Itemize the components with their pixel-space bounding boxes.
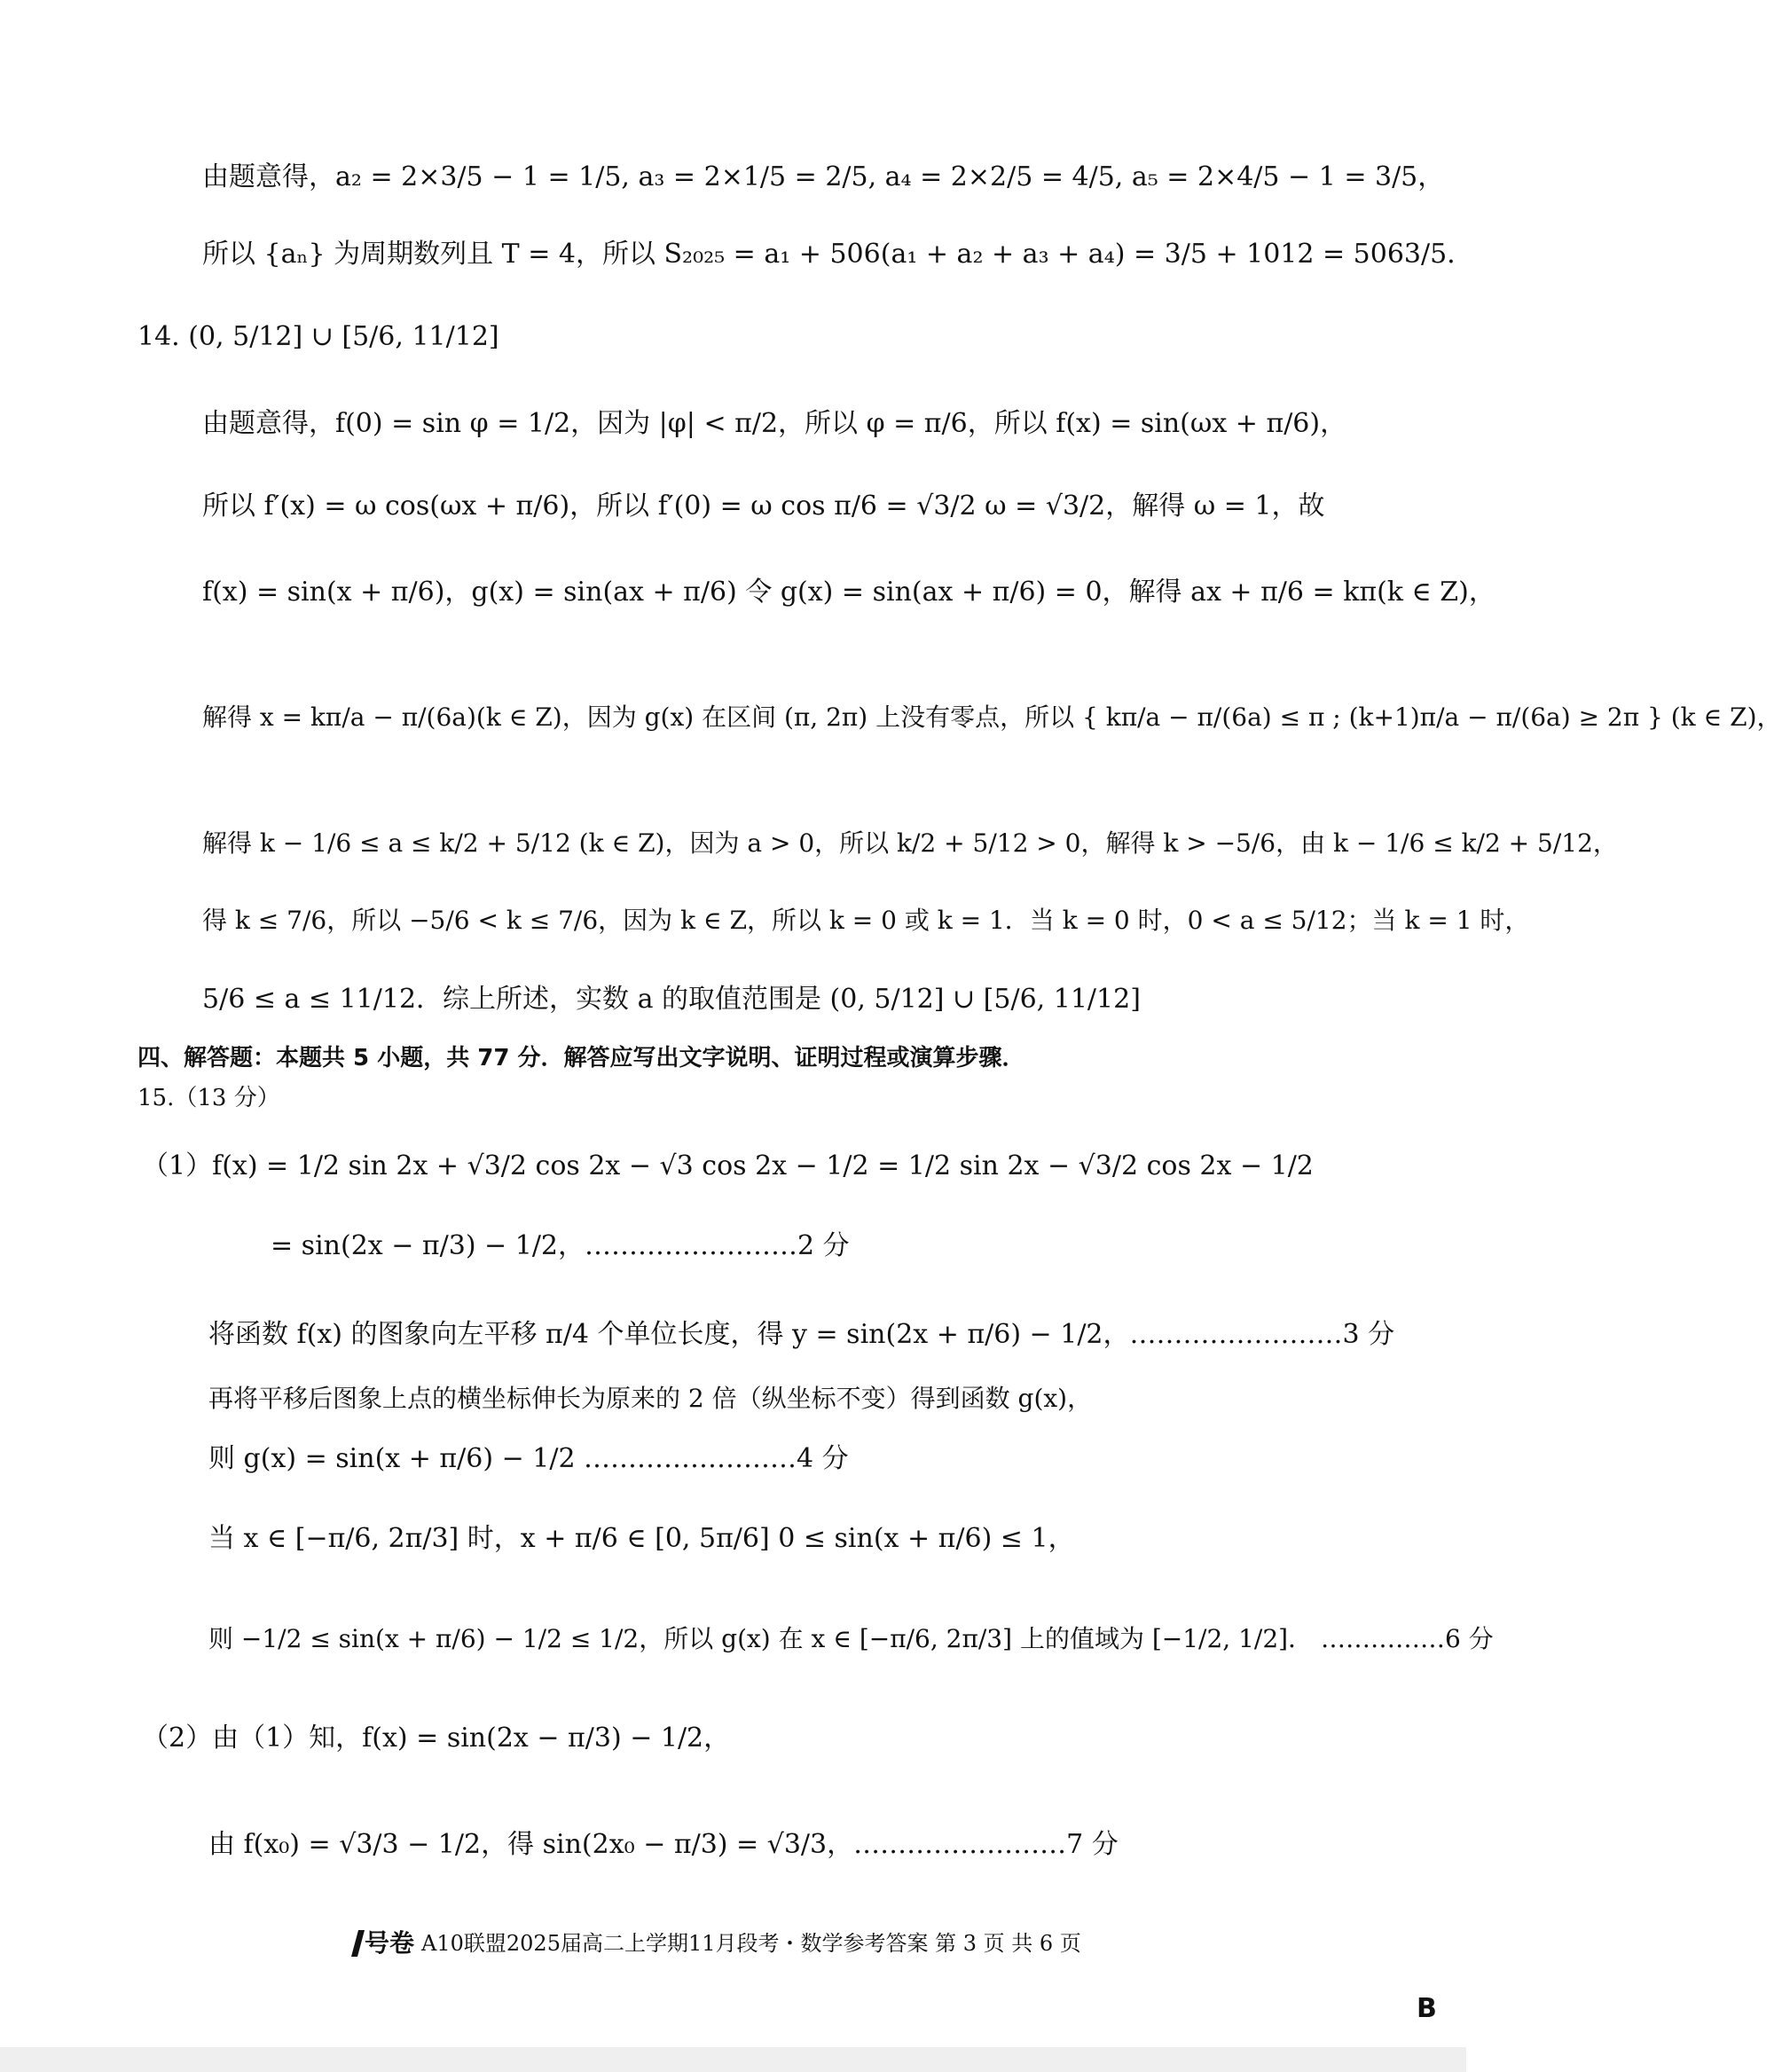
line-16: 再将平移后图象上点的横坐标伸长为原来的 2 倍（纵坐标不变）得到函数 g(x)， <box>208 1384 1093 1413</box>
corner-letter: B <box>1417 1993 1437 2024</box>
line-14: = sin(2x − π/3) − 1/2，……………………2 分 <box>271 1230 850 1261</box>
line-4: 由题意得，f(0) = sin φ = 1/2，因为 |φ| < π/2，所以 φ = π/6，所以 f(x) = sin(ωx + π/6)， <box>202 408 1347 439</box>
line-10: 5/6 ≤ a ≤ 11/12．综上所述，实数 a 的取值范围是 (0, 5/12] ∪ [5/6, 11/12] <box>202 984 1141 1015</box>
line-7: 解得 x = kπ/a − π/(6a)(k ∈ Z)，因为 g(x) 在区间 (π, 2π) 上没有零点，所以 { kπ/a − π/(6a) ≤ π ; (k+1)π/a − π/(6a) ≥ 2π } (k ∈ Z)， <box>202 702 1782 732</box>
bottom-band <box>0 2047 1466 2072</box>
line-3-question-14-answer: 14. (0, 5/12] ∪ [5/6, 11/12] <box>137 321 499 352</box>
line-21: 由 f(x₀) = √3/3 − 1/2，得 sin(2x₀ − π/3) = √3/3，……………………7 分 <box>208 1829 1119 1860</box>
line-1: 由题意得，a₂ = 2×3/5 − 1 = 1/5, a₃ = 2×1/5 = 2/5, a₄ = 2×2/5 = 4/5, a₅ = 2×4/5 − 1 = 3/5， <box>202 161 1445 192</box>
line-19: 则 −1/2 ≤ sin(x + π/6) − 1/2 ≤ 1/2，所以 g(x) 在 x ∈ [−π/6, 2π/3] 上的值域为 [−1/2, 1/2]． ……………6 分 <box>208 1624 1494 1653</box>
line-8: 解得 k − 1/6 ≤ a ≤ k/2 + 5/12 (k ∈ Z)，因为 a > 0，所以 k/2 + 5/12 > 0，解得 k > −5/6，由 k − 1/6 ≤ k/2 + 5/12， <box>202 828 1618 858</box>
section-heading: 四、解答题：本题共 5 小题，共 77 分．解答应写出文字说明、证明过程或演算步骤． <box>137 1045 1025 1071</box>
line-15: 将函数 f(x) 的图象向左平移 π/4 个单位长度，得 y = sin(2x + π/6) − 1/2，……………………3 分 <box>208 1319 1395 1350</box>
line-17: 则 g(x) = sin(x + π/6) − 1/2 ……………………4 分 <box>208 1443 849 1474</box>
line-20: （2）由（1）知，f(x) = sin(2x − π/3) − 1/2， <box>142 1723 731 1754</box>
line-9: 得 k ≤ 7/6，所以 −5/6 < k ≤ 7/6，因为 k ∈ Z，所以 k = 0 或 k = 1．当 k = 0 时，0 < a ≤ 5/12；当 k = 1 时， <box>202 906 1530 935</box>
line-13: （1）f(x) = 1/2 sin 2x + √3/2 cos 2x − √3 cos 2x − 1/2 = 1/2 sin 2x − √3/2 cos 2x − 1/2 <box>142 1150 1314 1181</box>
line-2: 所以 {aₙ} 为周期数列且 T = 4，所以 S₂₀₂₅ = a₁ + 506(a₁ + a₂ + a₃ + a₄) = 3/5 + 1012 = 5063/5． <box>202 239 1474 270</box>
line-5: 所以 f′(x) = ω cos(ωx + π/6)，所以 f′(0) = ω cos π/6 = √3/2 ω = √3/2，解得 ω = 1，故 <box>202 491 1325 522</box>
question-15-heading: 15.（13 分） <box>137 1085 280 1111</box>
page-footer <box>355 1930 1081 1957</box>
line-18: 当 x ∈ [−π/6, 2π/3] 时，x + π/6 ∈ [0, 5π/6] 0 ≤ sin(x + π/6) ≤ 1， <box>208 1523 1075 1554</box>
footer-text: A10联盟2025届高二上学期11月段考・数学参考答案 第 3 页 共 6 页 <box>421 1931 1081 1956</box>
logo-icon: 号卷 <box>355 1930 414 1957</box>
line-6: f(x) = sin(x + π/6)，g(x) = sin(ax + π/6) 令 g(x) = sin(ax + π/6) = 0，解得 ax + π/6 = kπ(k ∈ Z)， <box>202 577 1495 608</box>
